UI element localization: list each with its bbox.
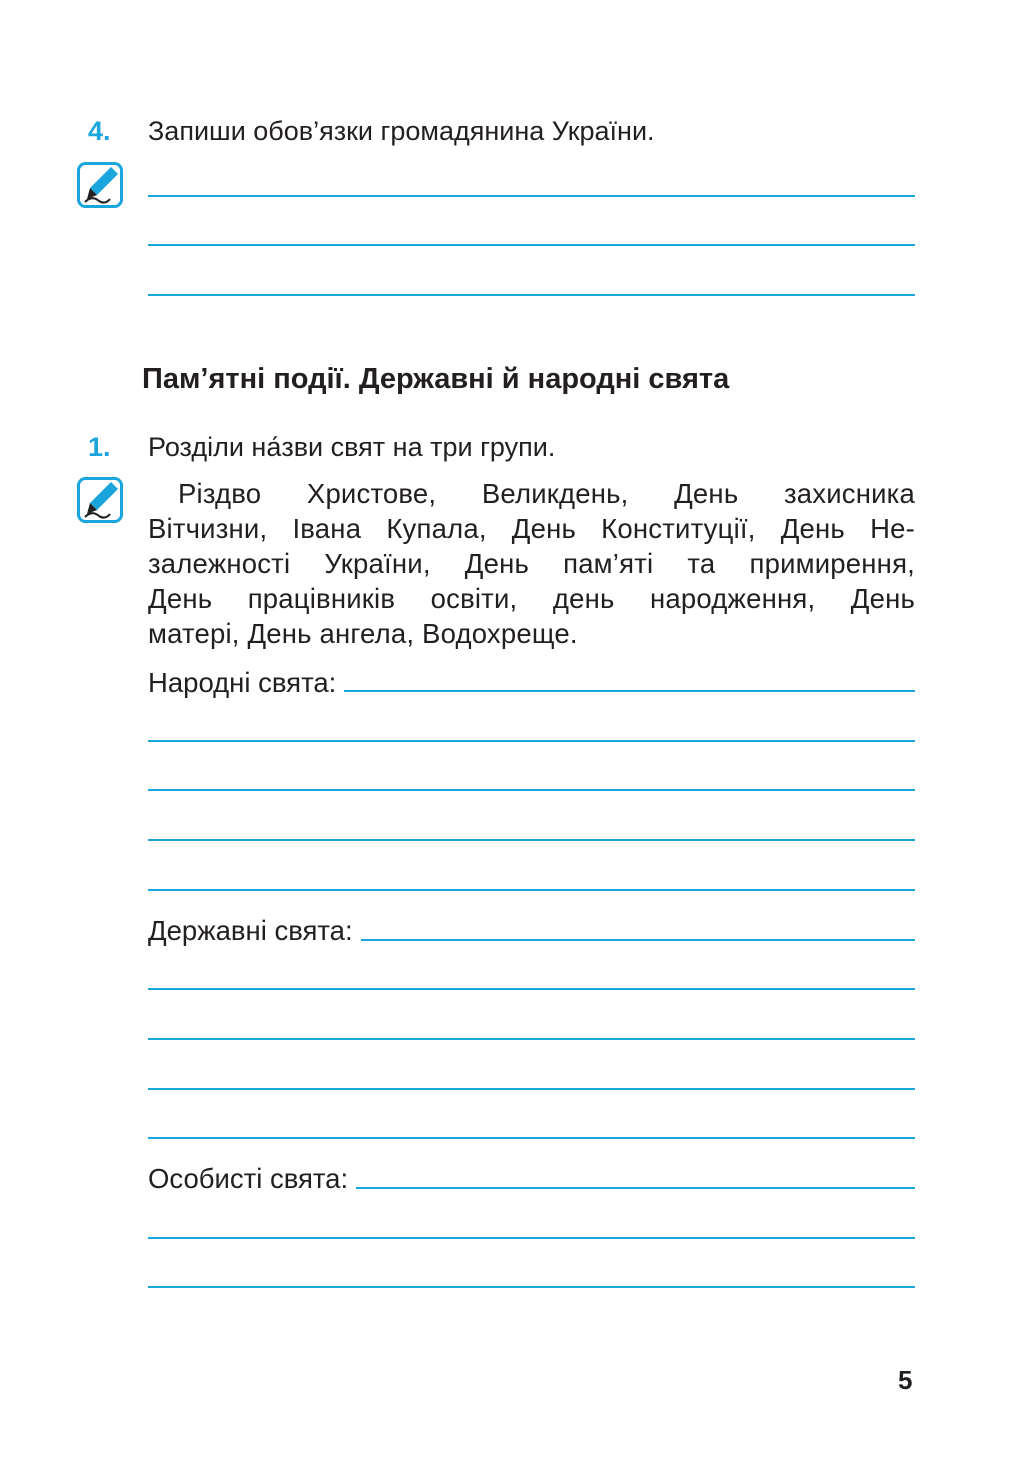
task-number: 1.	[88, 432, 111, 462]
answer-line[interactable]	[148, 988, 915, 990]
paragraph-line: День працівників освіти, день народження, День	[148, 583, 915, 614]
answer-line[interactable]	[148, 1088, 915, 1090]
paragraph-line: Вітчизни, Івана Купала, День Конституції, День Не-	[148, 513, 915, 544]
pencil-write-icon	[77, 162, 121, 206]
task-instruction: Запиши обов’язки громадянина України.	[148, 116, 655, 146]
answer-line[interactable]	[148, 839, 915, 841]
group-label-personal: Особисті свята:	[148, 1164, 356, 1194]
task-number: 4.	[88, 116, 111, 146]
paragraph-line: матері, День ангела, Водохреще.	[148, 618, 578, 649]
answer-line[interactable]	[148, 1137, 915, 1139]
group-label-state: Державні свята:	[148, 916, 361, 946]
answer-line[interactable]	[148, 1286, 915, 1288]
task-instruction: Розділи на́зви свят на три групи.	[148, 432, 556, 462]
answer-line[interactable]	[148, 740, 915, 742]
answer-line[interactable]	[148, 195, 915, 197]
answer-line[interactable]	[148, 1038, 915, 1040]
pencil-write-icon	[77, 477, 121, 521]
paragraph-line: Різдво Христове, Великдень, День захисника	[178, 478, 915, 509]
answer-line[interactable]	[148, 1237, 915, 1239]
paragraph-line: залежності України, День пам’яті та примирення,	[148, 548, 915, 579]
answer-line[interactable]	[148, 244, 915, 246]
holiday-list-paragraph	[148, 476, 915, 651]
group-label-folk: Народні свята:	[148, 668, 344, 698]
answer-line[interactable]	[148, 294, 915, 296]
answer-line[interactable]	[148, 889, 915, 891]
answer-line[interactable]	[148, 789, 915, 791]
page-number: 5	[898, 1365, 913, 1395]
section-title: Пам’ятні події. Державні й народні свята	[142, 363, 730, 395]
